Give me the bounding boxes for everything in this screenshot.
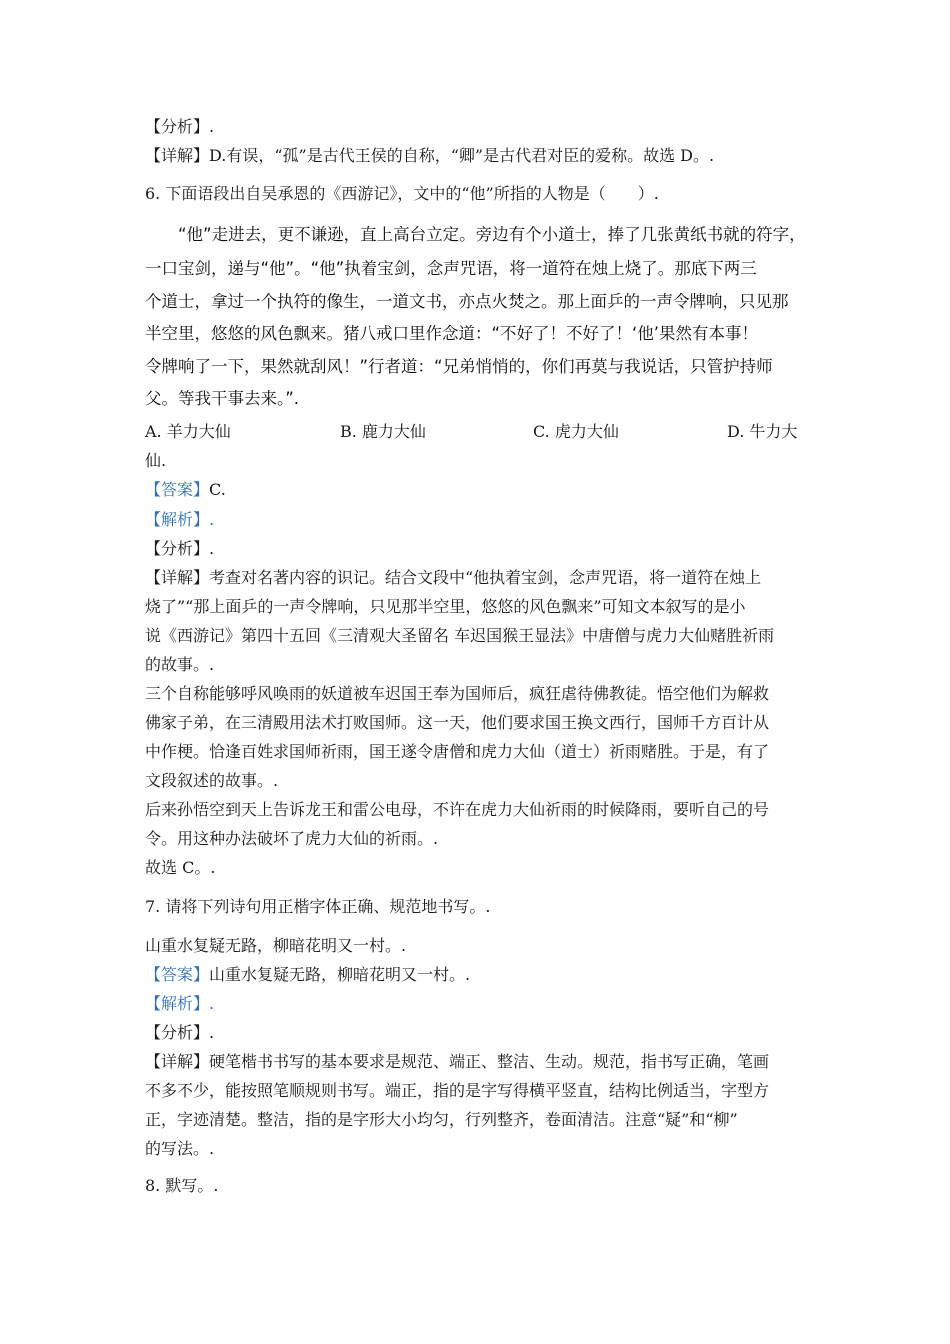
analysis-label: 【分析】. [145, 117, 215, 136]
detail-q6-line-8: 文段叙述的故事。. [145, 771, 279, 790]
option-c: C. 虎力大仙 [533, 422, 619, 441]
option-b: B. 鹿力大仙 [340, 422, 426, 441]
analysis-tag-q7: 【解析】. [145, 994, 215, 1013]
detail-q6-line-3: 说《西游记》第四十五回《三清观大圣留名 车迟国猴王显法》中唐僧与虎力大仙赌胜祈雨 [145, 626, 775, 645]
detail-q6-line-4: 的故事。. [145, 655, 215, 674]
answer-q7 [145, 964, 470, 986]
passage-line-1: “他”走进去，更不谦逊，直上高台立定。旁边有个小道士，捧了几张黄纸书就的符字， [178, 225, 806, 244]
detail-q7-line-2: 不多不少，能按照笔顺规则书写。端正，指的是字写得横平竖直，结构比例适当，字型方 [145, 1081, 770, 1100]
question-7-poem: 山重水复疑无路，柳暗花明又一村。. [145, 936, 407, 955]
option-d: D. 牛力大 [727, 422, 798, 441]
answer-q6 [145, 479, 226, 501]
detail-q7-line-1: 【详解】硬笔楷书书写的基本要求是规范、端正、整洁、生动。规范，指书写正确，笔画 [145, 1052, 770, 1071]
fenxi-q6: 【分析】. [145, 539, 215, 558]
option-a: A. 羊力大仙 [145, 422, 231, 441]
detail-q7-line-4: 的写法。. [145, 1139, 215, 1158]
detail-q7-line-3: 正，字迹清楚。整洁，指的是字形大小均匀，行列整齐，卷面清洁。注意“疑”和“柳” [145, 1110, 738, 1129]
passage-line-4: 半空里，悠悠的风色飘来。猪八戒口里作念道：“不好了！不好了！‘他’果然有本事！ [145, 324, 759, 343]
question-8-stem: 8. 默写。. [145, 1176, 219, 1195]
detail-q6-line-11: 故选 C。. [145, 858, 216, 877]
detail-q6-line-9: 后来孙悟空到天上告诉龙王和雷公电母，不许在虎力大仙祈雨的时候降雨，要听自己的号 [145, 800, 770, 819]
detail-q6-line-7: 中作梗。恰逢百姓求国师祈雨，国王遂令唐僧和虎力大仙（道士）祈雨赌胜。于是，有了 [145, 742, 770, 761]
detail-q6-line-5: 三个自称能够呼风唤雨的妖道被车迟国王奉为国师后，疯狂虐待佛教徒。悟空他们为解救 [145, 684, 770, 703]
fenxi-q7: 【分析】. [145, 1023, 215, 1042]
passage-line-3: 个道士，拿过一个执符的像生，一道文书，亦点火焚之。那上面乒的一声令牌响，只见那 [145, 292, 789, 311]
detail-q6-line-2: 烧了”“那上面乒的一声令牌响，只见那半空里，悠悠的风色飘来”可知文本叙写的是小 [145, 597, 746, 616]
passage-line-6: 父。等我干事去来。”. [145, 389, 300, 408]
question-6-stem: 6. 下面语段出自吴承恩的《西游记》，文中的“他”所指的人物是（ ）. [145, 184, 659, 203]
answer-value: 山重水复疑无路，柳暗花明又一村。. [209, 965, 471, 984]
detail-q6-line-6: 佛家子弟，在三清殿用法术打败国师。这一天，他们要求国王换文西行，国师千方百计从 [145, 713, 770, 732]
detail-q6-line-1: 【详解】考查对名著内容的识记。结合文段中“他执着宝剑，念声咒语，将一道符在烛上 [145, 568, 762, 587]
option-d-continued: 仙. [145, 451, 167, 470]
detail-q6-line-10: 令。用这种办法破坏了虎力大仙的祈雨。. [145, 829, 439, 848]
analysis-tag-q6: 【解析】. [145, 510, 215, 529]
answer-tag: 【答案】 [145, 965, 210, 984]
answer-tag: 【答案】 [145, 480, 210, 499]
passage-line-2: 一口宝剑，递与“他”。“他”执着宝剑，念声咒语，将一道符在烛上烧了。那底下两三 [145, 259, 757, 278]
answer-value: C. [209, 480, 226, 499]
question-7-stem: 7. 请将下列诗句用正楷字体正确、规范地书写。. [145, 897, 491, 916]
passage-line-5: 令牌响了一下，果然就刮风！”行者道：“兄弟悄悄的，你们再莫与我说话，只管护持师 [145, 357, 773, 376]
detail-explanation-q5: 【详解】D.有误，“孤”是古代王侯的自称，“卿”是古代君对臣的爱称。故选 D。. [145, 146, 715, 165]
